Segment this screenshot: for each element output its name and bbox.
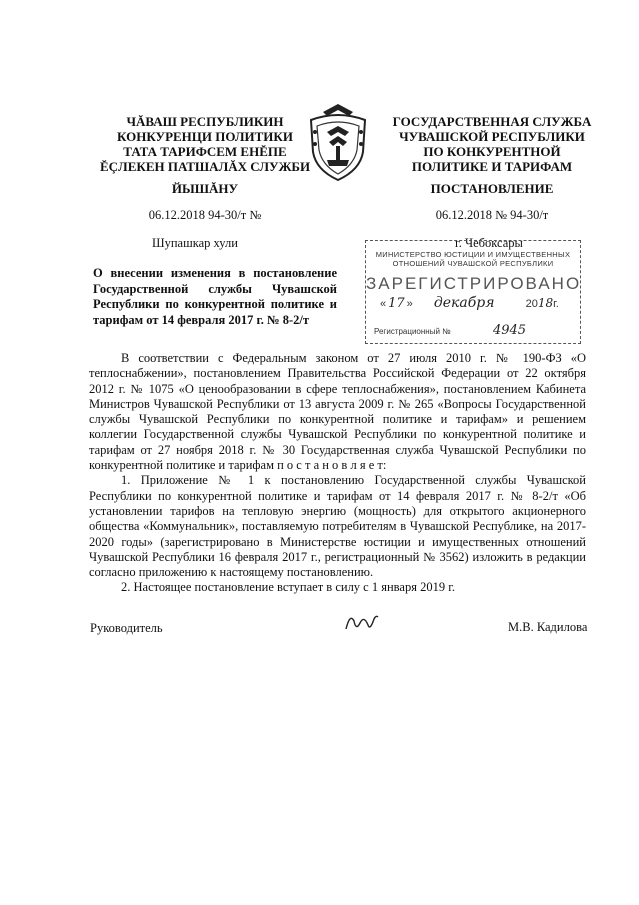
header-right-line4: ПОЛИТИКЕ И ТАРИФАМ [411,159,573,174]
stamp-year: 18 [537,296,554,310]
date-number-left: 06.12.2018 94-30/т № [148,208,262,222]
city-left: Шупашкар хули [152,236,238,250]
stamp-registration [374,323,574,338]
document-body [89,351,586,596]
stamp-line2: ОТНОШЕНИЙ ЧУВАШСКОЙ РЕСПУБЛИКИ [392,259,554,268]
signature-position: Руководитель [90,621,163,635]
stamp-year-suffix: г. [553,298,559,310]
date-number-right: 06.12.2018 № 94-30/т [435,208,549,222]
header-left [100,114,310,174]
header-left-line1: ЧĂВАШ РЕСПУБЛИКИН [126,114,284,129]
signature-name: М.В. Кадилова [508,620,588,634]
doc-type-left: ЙЫШĂНУ [171,181,239,196]
signature-scribble [342,609,380,635]
stamp-status: ЗАРЕГИСТРИРОВАНО [366,274,582,293]
body-paragraph-2: 1. Приложение № 1 к постановлению Государственной службы Чувашской Республики по конкурентной политике и тарифам от 14 февраля 2017 г. № 8-2/т «Об установлении тарифов на тепловую энергию (мощность) для открытого акционерного общества «Коммунальник», поставляемую потребителям в Чувашской Республике, на 2017-2020 годы» (зарегистрировано в Министерстве юстиции и имущественных отношений Чувашской Республики 16 февраля 2017 г., регистрационный № 3562) изложить в редакции согласно приложению к настоящему постановлению. [89,473,586,580]
city-right: г. Чебоксары [455,236,523,250]
stamp-date-open: « [380,298,387,310]
stamp-day: 17 [388,296,405,311]
header-right-line3: ПО КОНКУРЕНТНОЙ [423,144,561,159]
header-left-line4: ĔÇЛЕКЕН ПАТШАЛĂХ СЛУЖБИ [100,159,311,174]
doc-type-right: ПОСТАНОВЛЕНИЕ [430,181,554,196]
stamp-year-prefix: 20 [525,298,538,310]
header-left-line3: ТАТА ТАРИФСЕМ ЕНĔПЕ [123,144,287,159]
header-right-line1: ГОСУДАРСТВЕННАЯ СЛУЖБА [392,114,592,129]
stamp-line1: МИНИСТЕРСТВО ЮСТИЦИИ И ИМУЩЕСТВЕННЫХ [375,250,571,259]
stamp-date [380,295,576,311]
header-left-line2: КОНКУРЕНЦИ ПОЛИТИКИ [117,129,293,144]
document-title: О внесении изменения в постановление Государственной службы Чувашской Республики по конкурентной политике и тарифам от 14 февраля 2017 г. № 8-2/т [93,266,337,327]
registration-stamp [365,240,581,344]
stamp-reg-number: 4945 [492,323,527,338]
stamp-month: декабря [433,295,495,311]
body-paragraph-1: В соответствии с Федеральным законом от 27 июля 2010 г. № 190-ФЗ «О теплоснабжении», постановлением Правительства Российской Федерации от 22 октября 2012 г. № 1075 «О ценообразовании в сфере теплоснабжения», постановлением Кабинета Министров Чувашской Республики от 13 августа 2009 г. № 265 «Вопросы Государственной службы Чувашской Республики по конкурентной политике и тарифам» и решением коллегии Государственной службы Чувашской Республики по конкурентной политике и тарифам от 27 ноября 2018 г. № 30 Государственная служба Чувашской Республики по конкурентной политике и тарифам п о с т а н о в л я е т: [89,351,586,473]
stamp-reg-label: Регистрационный № [374,327,451,336]
stamp-date-mid: » [406,298,413,310]
header-right [382,114,602,174]
body-paragraph-3: 2. Настоящее постановление вступает в силу с 1 января 2019 г. [121,580,456,595]
header-right-line2: ЧУВАШСКОЙ РЕСПУБЛИКИ [399,129,585,144]
coat-of-arms-icon [305,102,371,182]
